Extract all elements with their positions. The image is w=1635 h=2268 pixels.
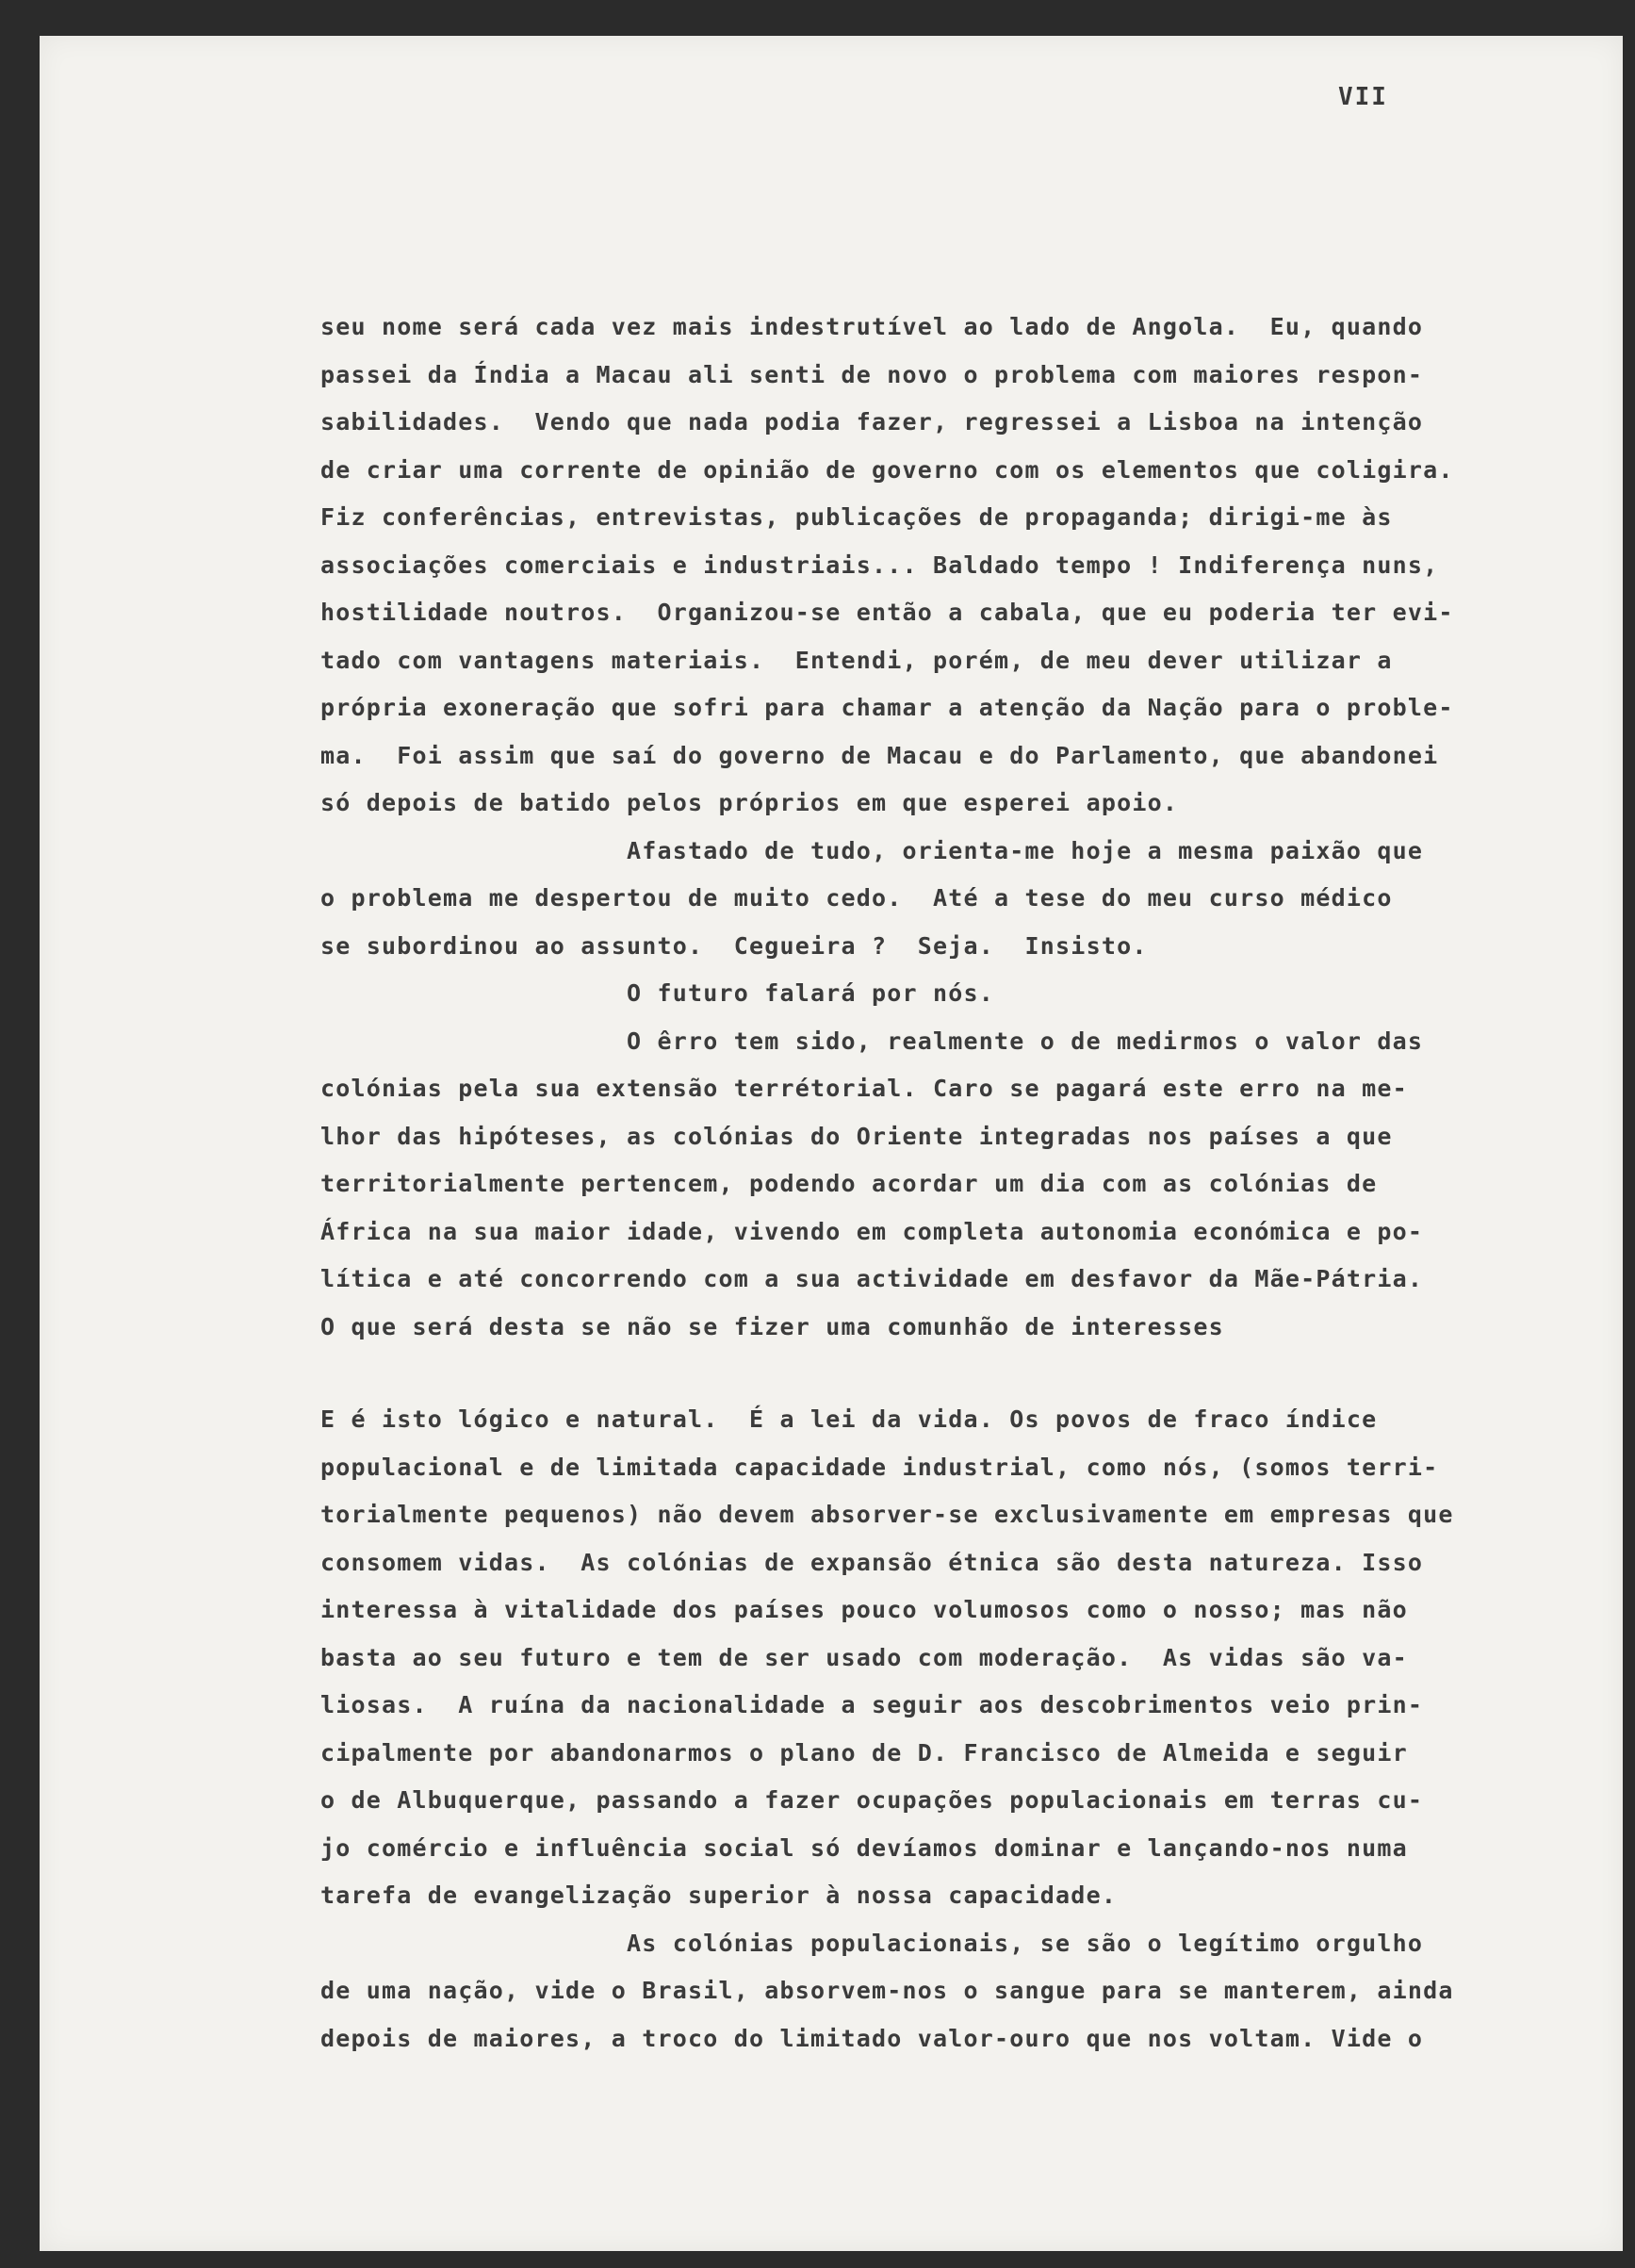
text-line: o problema me despertou de muito cedo. Até a tese do meu curso médico [320, 884, 1393, 912]
text-line: passei da Índia a Macau ali senti de novo o problema com maiores respon- [320, 360, 1424, 388]
text-line: de uma nação, vide o Brasil, absorvem-nos o sangue para se manterem, ainda [320, 1977, 1454, 2004]
text-line: lhor das hipóteses, as colónias do Oriente integradas nos países a que [320, 1122, 1393, 1150]
text-line: associações comerciais e industriais... Baldado tempo ! Indiferença nuns, [320, 551, 1439, 579]
text-line: E é isto lógico e natural. É a lei da vida. Os povos de fraco índice [320, 1405, 1378, 1433]
text-line: África na sua maior idade, vivendo em completa autonomia económica e po- [320, 1217, 1424, 1245]
text-line: de criar uma corrente de opinião de governo com os elementos que coligira. [320, 455, 1454, 484]
text-line: O futuro falará por nós. [320, 979, 995, 1007]
text-line: populacional e de limitada capacidade industrial, como nós, (somos terri- [320, 1453, 1439, 1481]
text-line: torialmente pequenos) não devem absorver-se exclusivamente em empresas que [320, 1501, 1454, 1528]
text-line: seu nome será cada vez mais indestrutível ao lado de Angola. Eu, quando [320, 313, 1424, 340]
paragraph-gap [320, 1351, 1621, 1396]
text-line: O êrro tem sido, realmente o de medirmos o valor das [320, 1027, 1424, 1055]
text-line: Afastado de tudo, orienta-me hoje a mesma paixão que [320, 836, 1424, 864]
text-line: sabilidades. Vendo que nada podia fazer, regressei a Lisboa na intenção [320, 408, 1424, 436]
text-line: As colónias populacionais, se são o legítimo orgulho [320, 1929, 1424, 1957]
text-line: consomem vidas. As colónias de expansão étnica são desta natureza. Isso [320, 1548, 1424, 1576]
text-line: tado com vantagens materiais. Entendi, porém, de meu dever utilizar a [320, 646, 1393, 674]
text-line: ma. Foi assim que saí do governo de Macau e do Parlamento, que abandonei [320, 741, 1439, 769]
text-line: jo comércio e influência social só devíamos dominar e lançando-nos numa [320, 1833, 1408, 1862]
text-line: interessa à vitalidade dos países pouco volumosos como o nosso; mas não [320, 1596, 1408, 1623]
text-line: só depois de batido pelos próprios em que esperei apoio. [320, 789, 1179, 816]
text-line: lítica e até concorrendo com a sua actividade em desfavor da Mãe-Pátria. [320, 1265, 1424, 1292]
text-line: hostilidade noutros. Organizou-se então a cabala, que eu poderia ter evi- [320, 599, 1454, 626]
typed-body-text [320, 304, 1621, 2063]
text-line: depois de maiores, a troco do limitado valor-ouro que nos voltam. Vide o [320, 2024, 1424, 2052]
text-line: colónias pela sua extensão terrétorial. Caro se pagará este erro na me- [320, 1075, 1408, 1102]
text-line: Fiz conferências, entrevistas, publicações de propaganda; dirigi-me às [320, 503, 1393, 531]
text-line: o de Albuquerque, passando a fazer ocupações populacionais em terras cu- [320, 1786, 1424, 1814]
text-line: O que será desta se não se fizer uma comunhão de interesses [320, 1312, 1224, 1340]
text-line: basta ao seu futuro e tem de ser usado com moderação. As vidas são va- [320, 1643, 1408, 1671]
text-line: própria exoneração que sofri para chamar a atenção da Nação para o proble- [320, 694, 1454, 721]
text-line: liosas. A ruína da nacionalidade a seguir aos descobrimentos veio prin- [320, 1691, 1424, 1718]
text-line: cipalmente por abandonarmos o plano de D. Francisco de Almeida e seguir [320, 1738, 1408, 1767]
text-line: tarefa de evangelização superior à nossa capacidade. [320, 1882, 1118, 1909]
text-line: se subordinou ao assunto. Cegueira ? Seja. Insisto. [320, 931, 1148, 960]
text-line: territorialmente pertencem, podendo acordar um dia com as colónias de [320, 1170, 1378, 1197]
page-number: VII [1338, 83, 1388, 111]
